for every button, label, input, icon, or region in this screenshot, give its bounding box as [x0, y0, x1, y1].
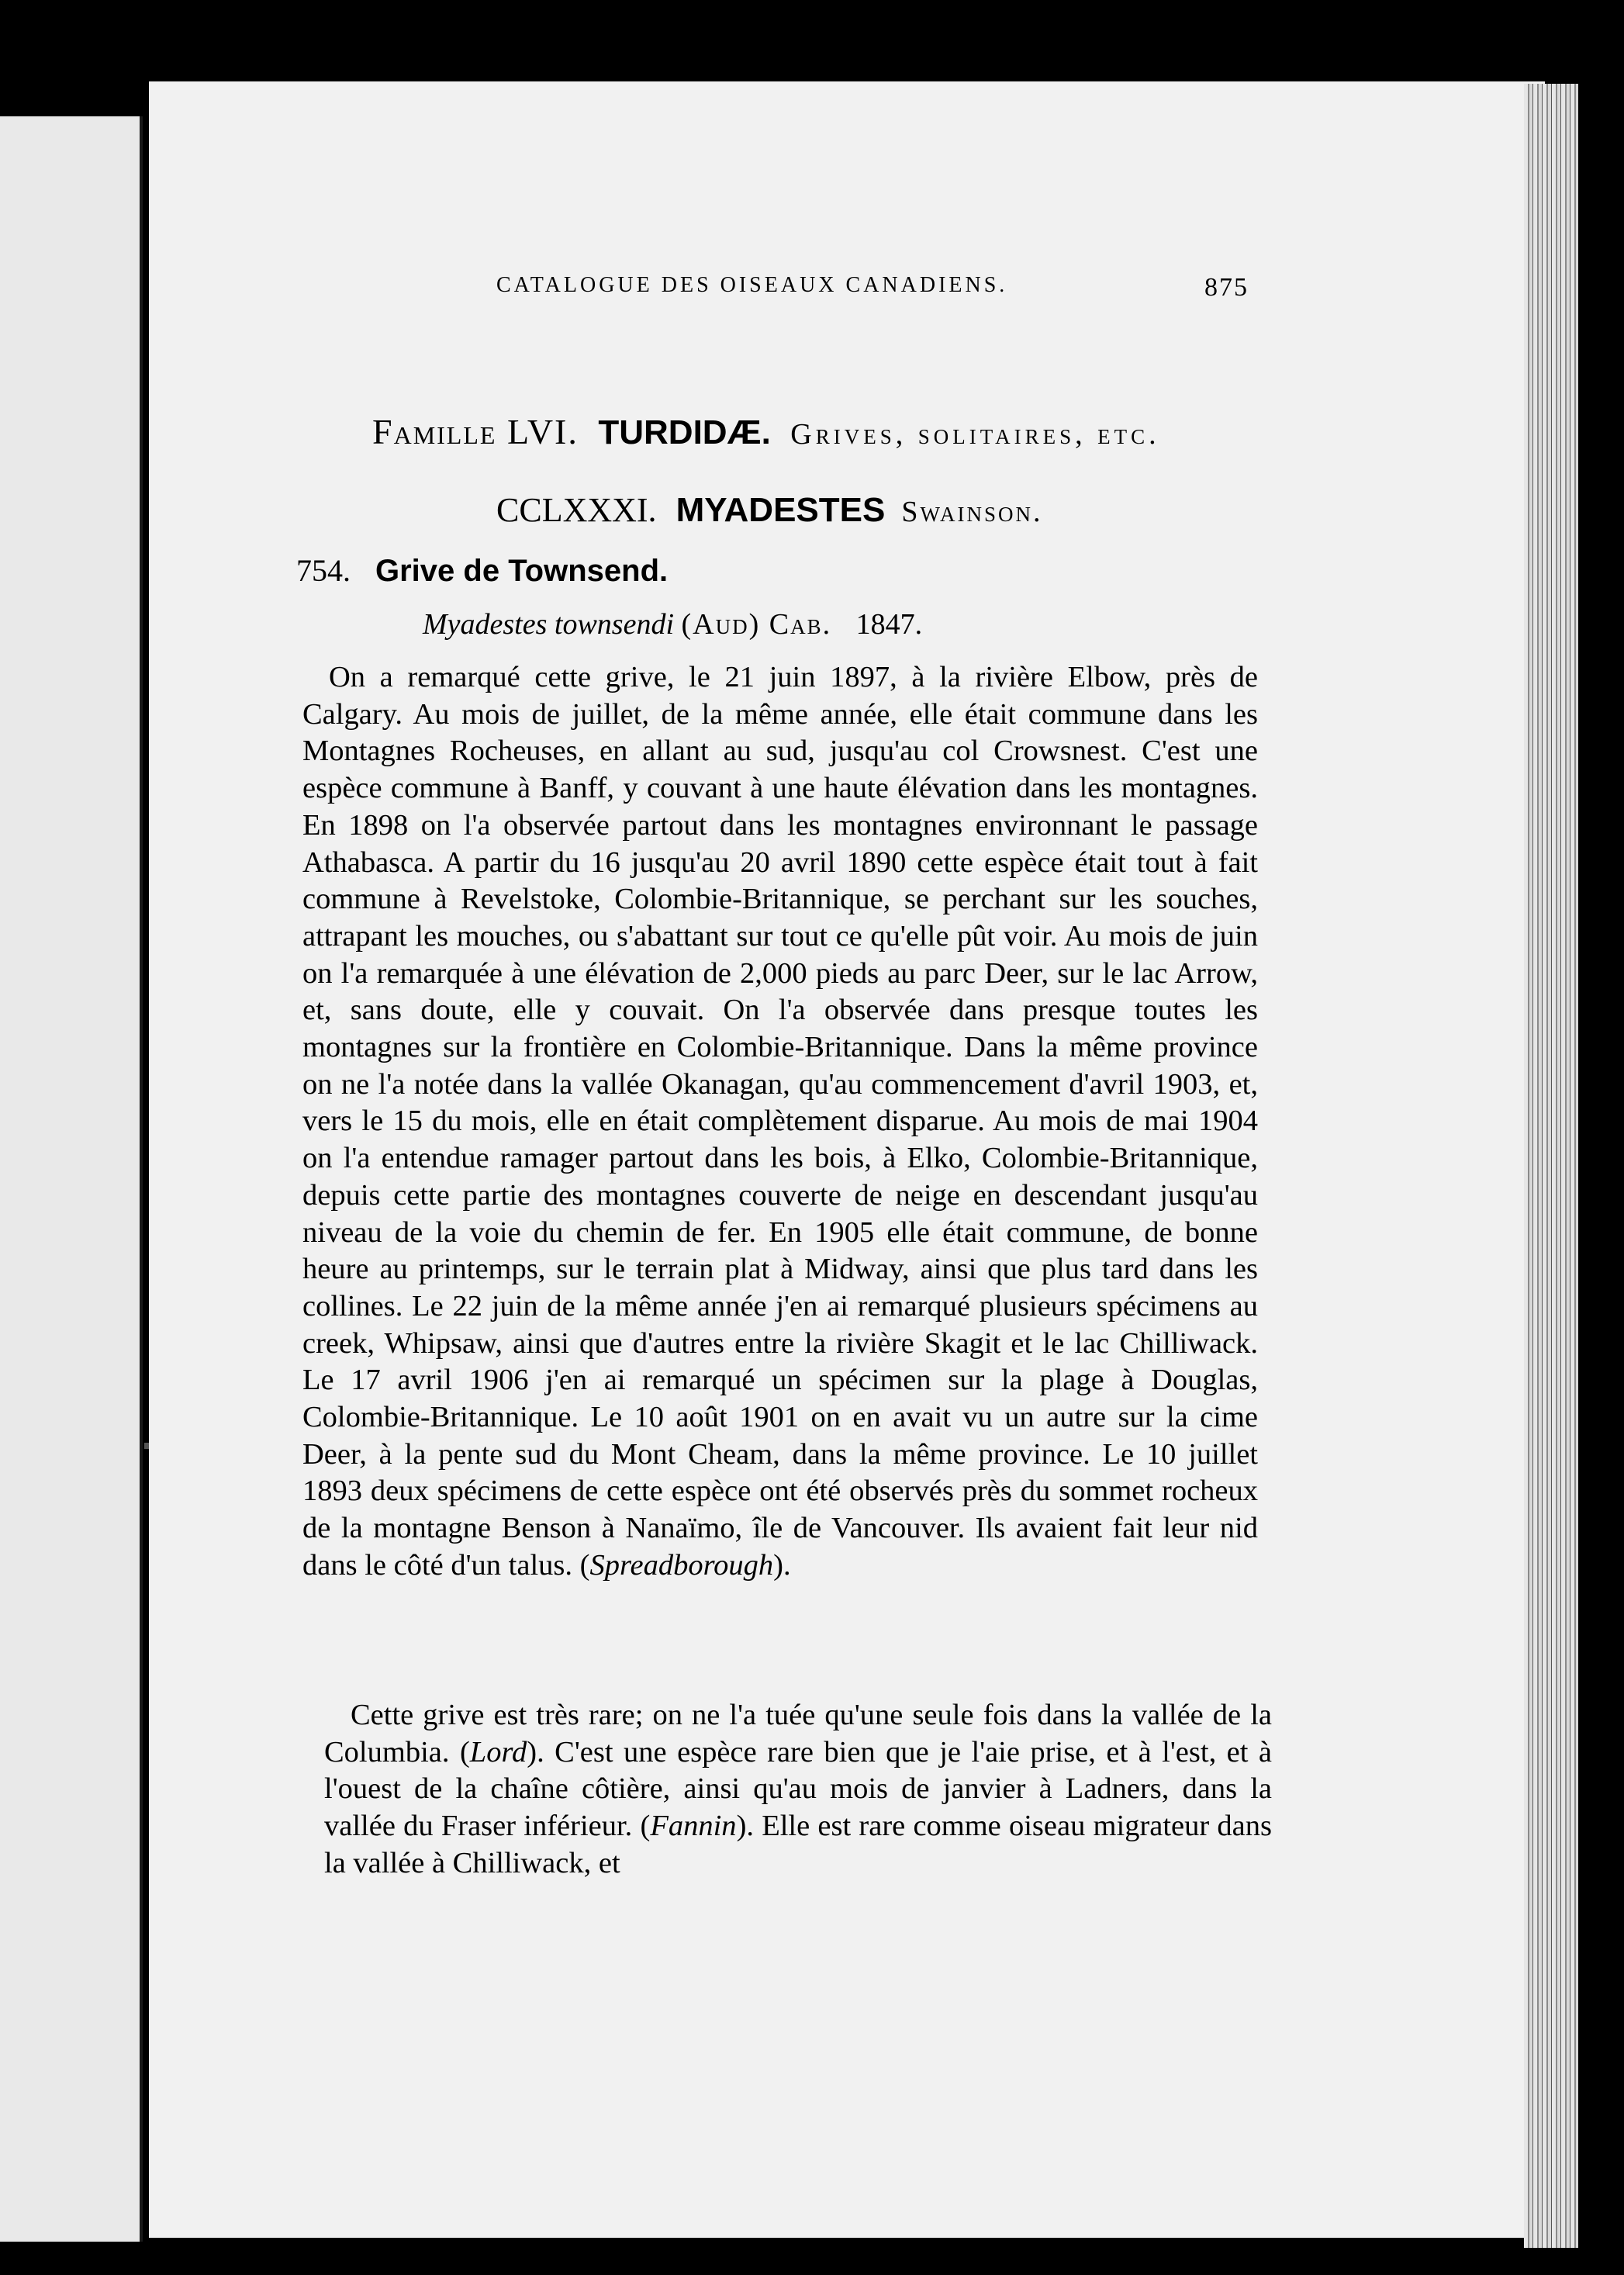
genus-author: Swainson. — [901, 496, 1043, 528]
para2-citation-2: Fannin — [650, 1810, 737, 1843]
page-number: 875 — [1204, 273, 1249, 302]
running-header — [496, 273, 1249, 302]
family-name: TURDIDÆ. — [598, 413, 771, 451]
species-heading — [296, 552, 668, 589]
authority: (Aud) Cab. — [681, 608, 832, 641]
year: 1847. — [855, 608, 923, 641]
body-paragraph-2 — [324, 1697, 1272, 1883]
body-paragraph-1 — [302, 659, 1258, 1585]
species-title: Grive de Townsend. — [375, 554, 669, 588]
para1-end: ). — [773, 1548, 791, 1582]
para1-text: On a remarqué cette grive, le 21 juin 1897, à la rivière Elbow, près de Calgary. Au mois de juillet, de la même année, elle était commune dans les Montagnes Rocheuses, en allant au sud, jusqu'au col Crowsnest. C'est une espèce commune à Banff, y couvant à une haute élévation dans les montagnes. En 1898 on l'a observée partout dans les montagnes environnant le passage Athabasca. A partir du 16 jusqu'au 20 avril 1890 cette espèce était tout à fait commune à Revelstoke, Colombie-Britannique, se perchant sur les souches, attrapant les mouches, ou s'abattant sur tout ce qu'elle pût voir. Au mois de juin on l'a remarquée à une élévation de 2,000 pieds au parc Deer, sur le lac Arrow, et, sans doute, elle y couvait. On l'a observée dans presque toutes les montagnes sur la frontière en Colombie-Britannique. Dans la même province on ne l'a notée dans la vallée Okanagan, qu'au commencement d'avril 1903, et, vers le 15 du mois, elle en était complètement disparue. Au mois de mai 1904 on l'a entendue ramager partout dans les bois, à Elko, Colombie-Britannique, depuis cette partie des montagnes couverte de neige en descendant jusqu'au niveau de la voie du chemin de fer. En 1905 elle était commune, de bonne heure au printemps, sur le terrain plat à Midway, ainsi que plus tard dans les collines. Le 22 juin de la même année j'en ai remarqué plusieurs spécimens au creek, Whipsaw, ainsi que d'autres entre la rivière Skagit et le lac Chilliwack. Le 17 avril 1906 j'en ai remarqué un spécimen sur la plage à Douglas, Colombie-Britannique. Le 10 août 1901 on en avait vu un autre sur la cime Deer, à la pente sud du Mont Cheam, dans la même province. Le 10 juillet 1893 deux spécimens de cette espèce ont été observés près du sommet rocheux de la montagne Benson à Nanaïmo, île de Vancouver. Ils avaient fait leur nid dans le côté d'un talus. ( — [302, 661, 1258, 1582]
binding-mark — [144, 1443, 149, 1449]
scientific-name-line — [423, 607, 922, 641]
genus-name: MYADESTES — [676, 491, 886, 529]
family-prefix: Famille LVI. — [372, 412, 579, 451]
previous-page-edge — [0, 116, 143, 2242]
running-title: CATALOGUE DES OISEAUX CANADIENS. — [496, 273, 1008, 297]
genus-heading — [496, 490, 1349, 530]
para2-text-a: Cette grive est très rare; on ne l'a tuée qu'une seule fois dans la vallée de la Columbia. ( — [324, 1699, 1272, 1768]
para2-text-c: ). Elle est rare comme oiseau migrateur dans la vallée à Chilliwack, et — [324, 1810, 1272, 1879]
para2-citation-1: Lord — [469, 1735, 527, 1768]
genus-number: CCLXXXI. — [496, 491, 657, 529]
species-number: 754. — [296, 553, 351, 588]
family-heading — [372, 411, 1303, 452]
page-edges — [1524, 84, 1578, 2248]
scientific-name: Myadestes townsendi — [423, 608, 675, 641]
para1-citation: Spreadborough — [589, 1548, 774, 1582]
para2-text-b: ). C'est une espèce rare bien que je l'aie prise, et à l'est, et à l'ouest de la chaîne côtière, ainsi qu'au mois de janvier à Ladners, dans la vallée du Fraser inférieur. ( — [324, 1735, 1273, 1843]
family-common-name: Grives, solitaires, etc. — [790, 418, 1160, 451]
